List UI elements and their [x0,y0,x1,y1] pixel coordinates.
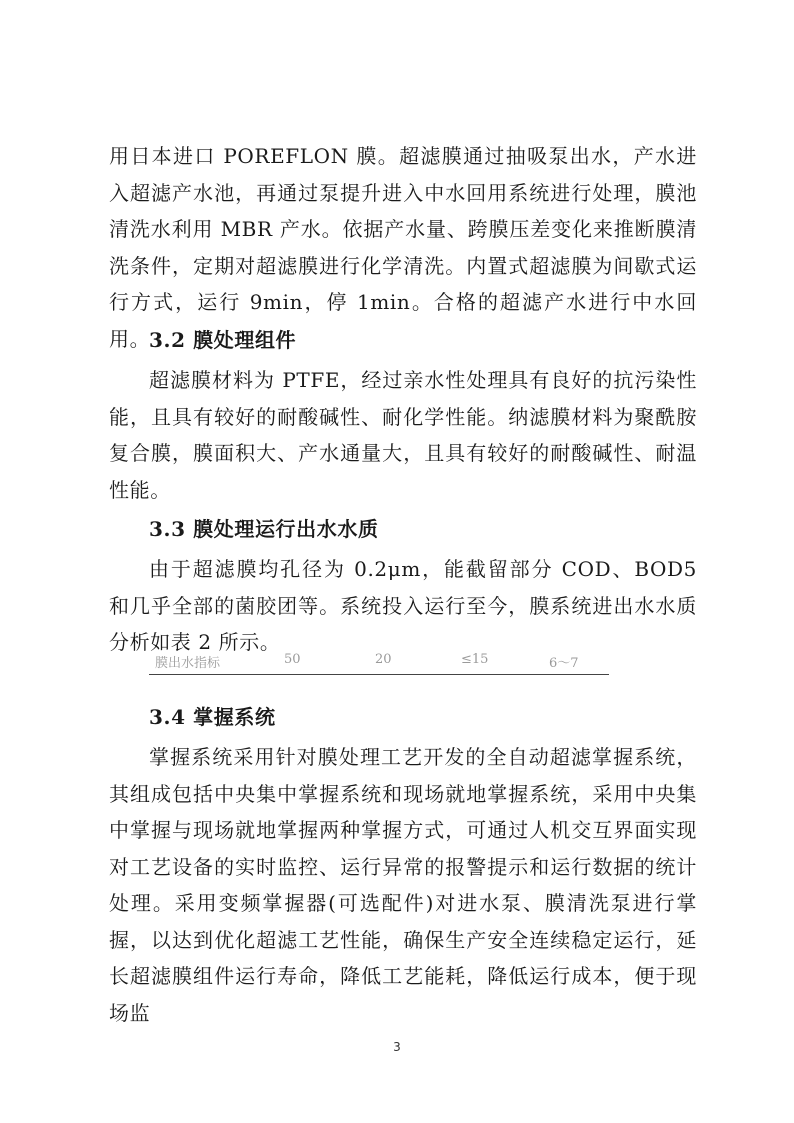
page-number: 3 [393,1040,401,1054]
paragraph-membrane-components: 超滤膜材料为 PTFE，经过亲水性处理具有良好的抗污染性能，且具有较好的耐酸碱性、耐化学性能。纳滤膜材料为聚酰胺复合膜，膜面积大、产水通量大，且具有较好的耐酸碱性、耐温性能。 [109,368,697,502]
section-heading-3-2: 3.2 膜处理组件 [149,328,297,352]
table-fragment [149,650,609,676]
table-cell: ≤15 [461,652,489,667]
paragraph-effluent-quality: 由于超滤膜均孔径为 0.2μm，能截留部分 COD、BOD5 和几乎全部的菌胶团等。系统投入运行至今，膜系统进出水水质分析如表 2 所示。 [109,557,697,654]
table-cell: 20 [375,652,392,667]
table-cell: 6～7 [549,656,579,671]
section-heading-3-3: 3.3 膜处理运行出水水质 [149,517,379,541]
table-cell: 50 [284,652,301,667]
table-bottom-rule [149,674,609,675]
section-heading-3-4: 3.4 掌握系统 [149,705,276,729]
paragraph-membrane-operation: 用日本进口 POREFLON 膜。超滤膜通过抽吸泵出水，产水进入超滤产水池，再通过泵提升进入中水回用系统进行处理，膜池清洗水利用 MBR 产水。依据产水量、跨膜压差变化来推断膜清洗条件，定期对超滤膜进行化学清洗。内置式超滤膜为间歇式运行方式，运行 9min，停 1min。合格的超滤产水进行中水回用。 [109,144,697,351]
table-row-label: 膜出水指标 [155,656,221,671]
paragraph-control-system: 掌握系统采用针对膜处理工艺开发的全自动超滤掌握系统，其组成包括中央集中掌握系统和现场就地掌握系统，采用中央集中掌握与现场就地掌握两种掌握方式，可通过人机交互界面实现对工艺设备的实时监控、运行异常的报警提示和运行数据的统计处理。采用变频掌握器(可选配件)对进水泵、膜清洗泵进行掌握，以达到优化超滤工艺性能，确保生产安全连续稳定运行，延长超滤膜组件运行寿命，降低工艺能耗，降低运行成本，便于现场监 [109,745,697,1025]
